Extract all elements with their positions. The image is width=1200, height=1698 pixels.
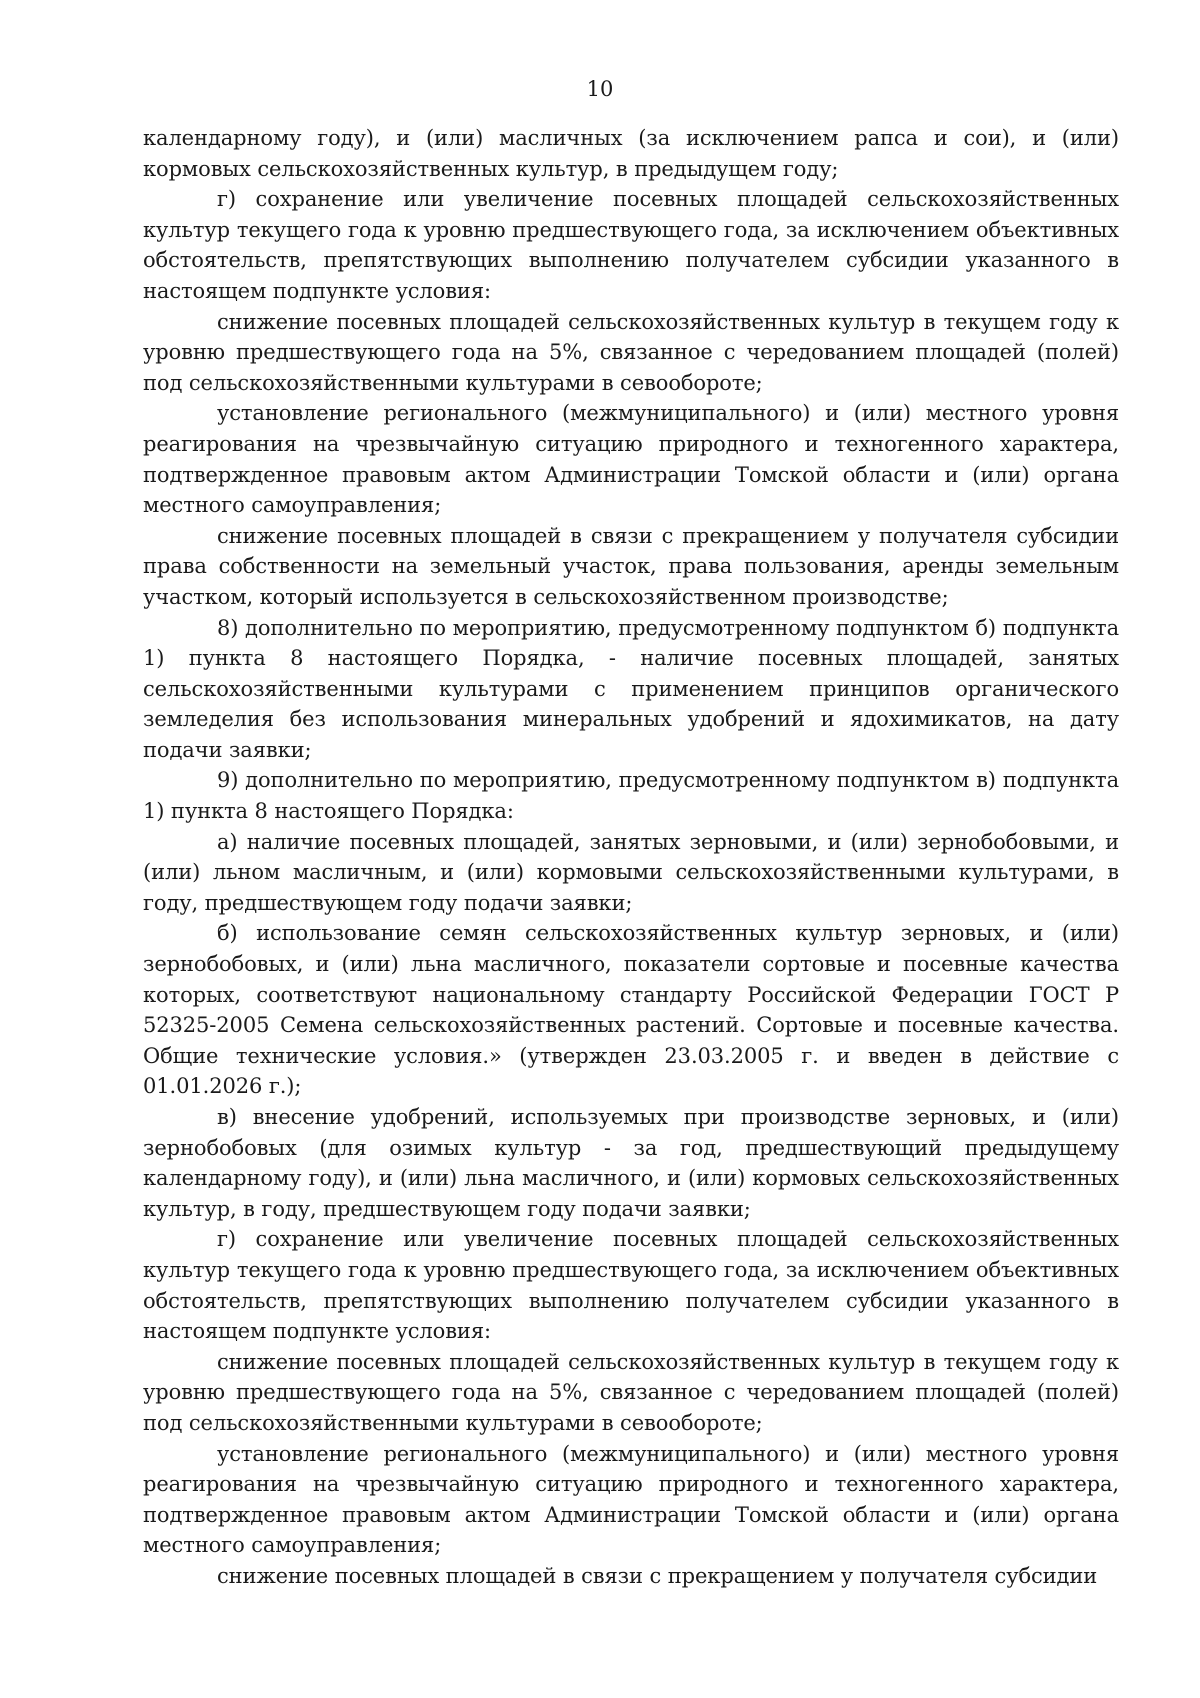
paragraph: б) использование семян сельскохозяйственных культур зерновых, и (или) зернобобовых, и (или) льна масличного, показатели сортовые и посевные качества которых, соответствуют национальному стандарту Российской Федерации ГОСТ Р 52325-2005 Семена сельскохозяйственных растений. Сортовые и посевные качества. Общие технические условия.» (утвержден 23.03.2005 г. и введен в действие с 01.01.2026 г.); [143,921,1119,1099]
paragraph: 8) дополнительно по мероприятию, предусмотренному подпунктом б) подпункта 1) пункта 8 настоящего Порядка, - наличие посевных площадей, занятых сельскохозяйственными культурами с применением принципов органического земледелия без использования минеральных удобрений и ядохимикатов, на дату подачи заявки; [143,615,1119,762]
paragraph: а) наличие посевных площадей, занятых зерновыми, и (или) зернобобовыми, и (или) льном масличным, и (или) кормовыми сельскохозяйственными культурами, в году, предшествующем году подачи заявки; [143,829,1119,915]
paragraph: снижение посевных площадей в связи с прекращением у получателя субсидии [217,1563,1098,1588]
page-number: 10 [586,77,614,101]
paragraph: снижение посевных площадей сельскохозяйственных культур в текущем году к уровню предшествующего года на 5%, связанное с чередованием площадей (полей) под сельскохозяйственными культурами в севообороте; [143,309,1119,395]
paragraph: календарному году), и (или) масличных (за исключением рапса и сои), и (или) кормовых сельскохозяйственных культур, в предыдущем году; [143,126,1119,181]
document-body [143,123,1119,1592]
paragraph: снижение посевных площадей в связи с прекращением у получателя субсидии права собственности на земельный участок, права пользования, аренды земельным участком, который используется в сельскохозяйственном производстве; [143,523,1119,609]
paragraph: установление регионального (межмуниципального) и (или) местного уровня реагирования на чрезвычайную ситуацию природного и техногенного характера, подтвержденное правовым актом Администрации Томской области и (или) органа местного самоуправления; [143,401,1119,518]
paragraph: г) сохранение или увеличение посевных площадей сельскохозяйственных культур текущего года к уровню предшествующего года, за исключением объективных обстоятельств, препятствующих выполнению получателем субсидии указанного в настоящем подпункте условия: [143,1227,1119,1344]
paragraph: 9) дополнительно по мероприятию, предусмотренному подпунктом в) подпункта 1) пункта 8 настоящего Порядка: [143,768,1119,824]
paragraph: установление регионального (межмуниципального) и (или) местного уровня реагирования на чрезвычайную ситуацию природного и техногенного характера, подтвержденное правовым актом Администрации Томской области и (или) органа местного самоуправления; [143,1441,1119,1558]
paragraph: г) сохранение или увеличение посевных площадей сельскохозяйственных культур текущего года к уровню предшествующего года, за исключением объективных обстоятельств, препятствующих выполнению получателем субсидии указанного в настоящем подпункте условия: [143,187,1119,303]
paragraph: снижение посевных площадей сельскохозяйственных культур в текущем году к уровню предшествующего года на 5%, связанное с чередованием площадей (полей) под сельскохозяйственными культурами в севообороте; [143,1349,1119,1435]
paragraph: в) внесение удобрений, используемых при производстве зерновых, и (или) зернобобовых (для озимых культур - за год, предшествующий предыдущему календарному году), и (или) льна масличного, и (или) кормовых сельскохозяйственных культур, в году, предшествующем году подачи заявки; [143,1105,1119,1221]
